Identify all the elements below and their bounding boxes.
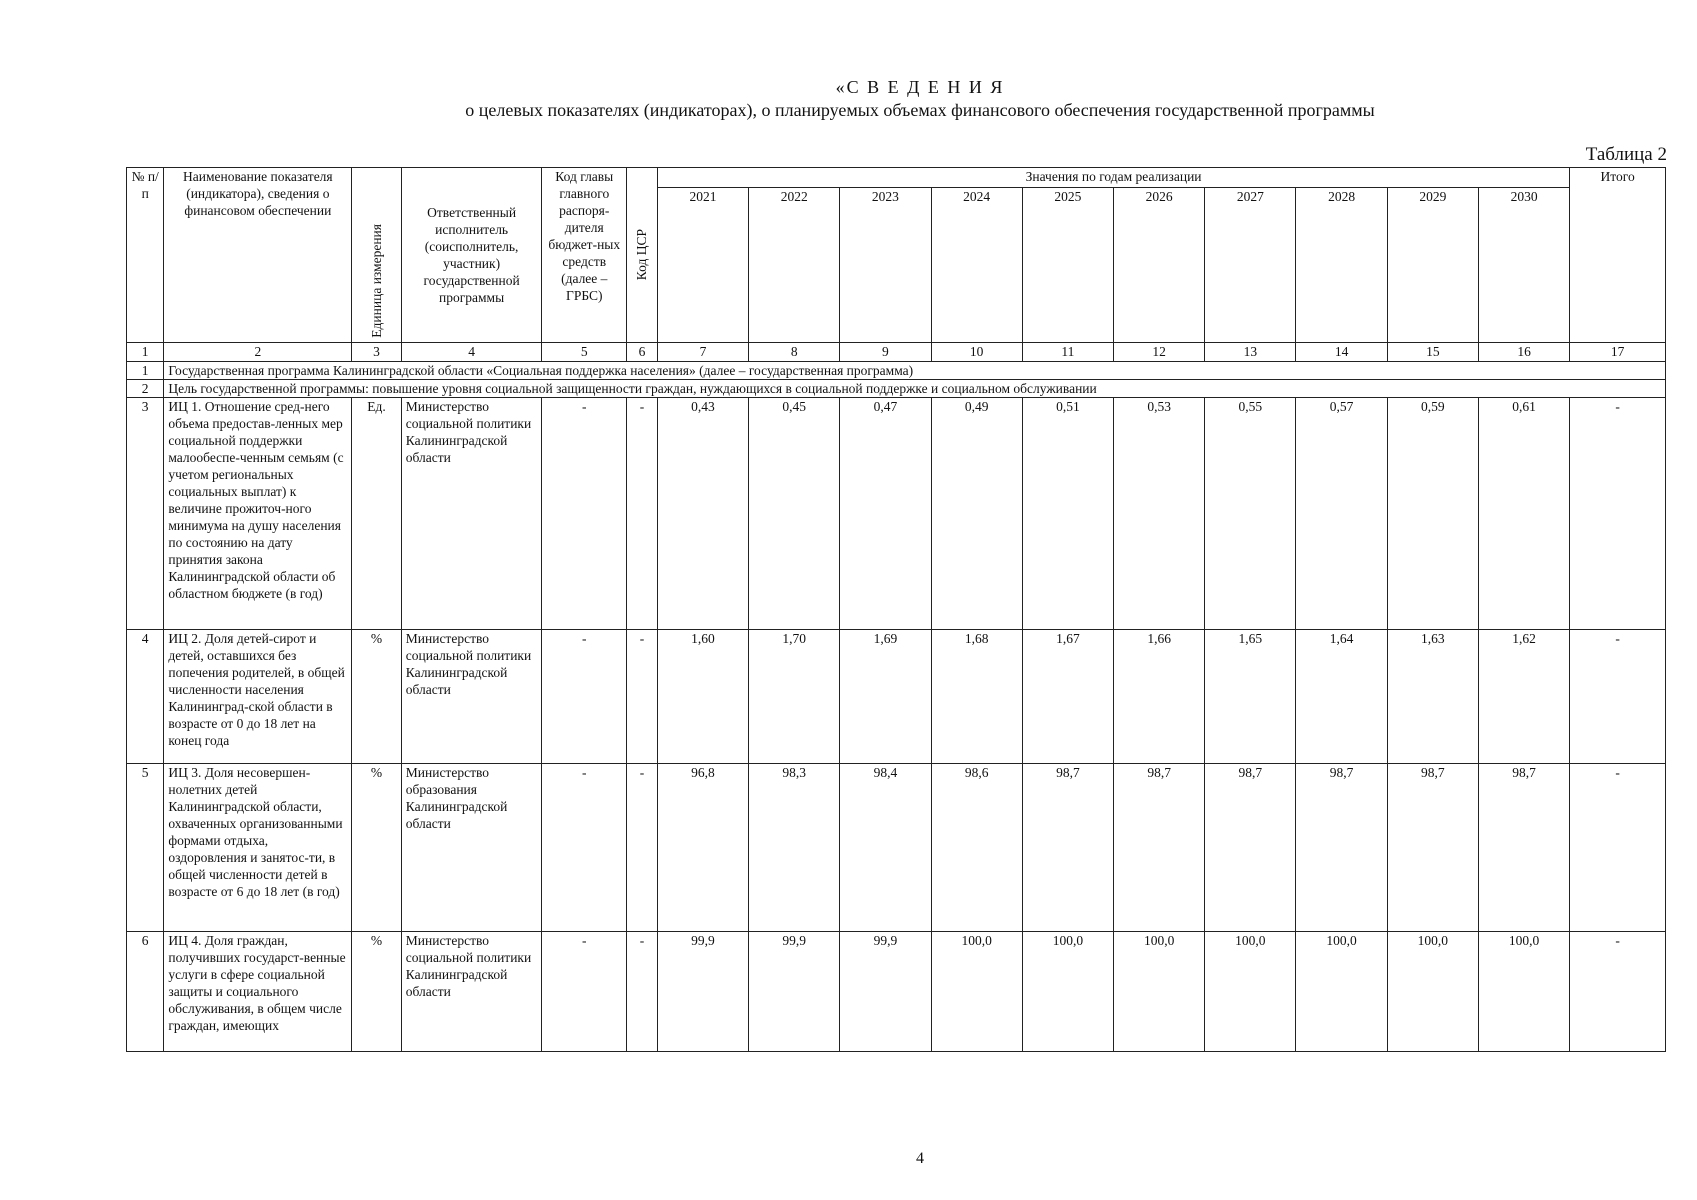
document-title: «С В Е Д Е Н И Я (835, 77, 1005, 97)
year-value: 100,0 (1387, 932, 1478, 1052)
goal-row-text: Цель государственной программы: повышение уровня социальной защищенности граждан, нуждающихся в социальной поддержке и социальном обслуживании (164, 380, 1666, 398)
year-value: 0,57 (1296, 398, 1387, 630)
years-group-header: Значения по годам реализации (657, 168, 1569, 188)
col-executor-header: Ответственный исполнитель (соисполнитель, участник) государственной программы (401, 168, 542, 343)
indicator-total: - (1570, 932, 1666, 1052)
column-number: 9 (840, 343, 931, 362)
year-value: 1,63 (1387, 630, 1478, 764)
document-subtitle: о целевых показателях (индикаторах), о планируемых объемах финансового обеспечения государственной программы (465, 100, 1375, 120)
indicator-grbs: - (542, 398, 627, 630)
year-value: 99,9 (840, 932, 931, 1052)
column-number: 13 (1205, 343, 1296, 362)
indicator-executor: Министерство социальной политики Калининградской области (401, 398, 542, 630)
year-value: 1,66 (1114, 630, 1205, 764)
row-num: 4 (127, 630, 164, 764)
row-num: 6 (127, 932, 164, 1052)
year-value: 0,53 (1114, 398, 1205, 630)
page-number: 4 (916, 1150, 924, 1167)
column-number: 16 (1478, 343, 1569, 362)
year-value: 96,8 (657, 764, 748, 932)
indicator-name: ИЦ 2. Доля детей-сирот и детей, оставшихся без попечения родителей, в общей численности населения Калининград-ской области в возрасте от 0 до 18 лет на конец года (164, 630, 352, 764)
year-value: 100,0 (1022, 932, 1113, 1052)
column-number: 2 (164, 343, 352, 362)
indicator-csr: - (627, 398, 658, 630)
year-value: 0,61 (1478, 398, 1569, 630)
column-number: 1 (127, 343, 164, 362)
indicator-name: ИЦ 1. Отношение сред-него объема предостав-ленных мер социальной поддержки малообеспе-ченным семьям (с учетом региональных социальных выплат) к величине прожиточ-ного минимума на душу населения по состоянию на дату принятия закона Калининградской области об областном бюджете (в год) (164, 398, 352, 630)
table-row (127, 398, 1666, 630)
indicator-total: - (1570, 630, 1666, 764)
indicator-csr: - (627, 764, 658, 932)
program-row-num: 1 (127, 362, 164, 380)
year-header-2027: 2027 (1205, 188, 1296, 343)
year-value: 100,0 (1296, 932, 1387, 1052)
table-label: Таблица 2 (1585, 144, 1667, 165)
year-value: 98,4 (840, 764, 931, 932)
column-number: 11 (1022, 343, 1113, 362)
year-value: 0,49 (931, 398, 1022, 630)
year-value: 0,59 (1387, 398, 1478, 630)
column-number: 8 (749, 343, 840, 362)
goal-row-num: 2 (127, 380, 164, 398)
year-value: 98,7 (1478, 764, 1569, 932)
row-num: 3 (127, 398, 164, 630)
indicator-grbs: - (542, 630, 627, 764)
indicator-csr: - (627, 932, 658, 1052)
year-value: 98,7 (1022, 764, 1113, 932)
year-header-2030: 2030 (1478, 188, 1569, 343)
year-value: 1,60 (657, 630, 748, 764)
year-header-2026: 2026 (1114, 188, 1205, 343)
year-value: 98,7 (1114, 764, 1205, 932)
column-number: 3 (352, 343, 401, 362)
col-csr-label: Код ЦСР (634, 229, 650, 281)
indicators-table (126, 167, 1666, 1052)
indicator-name: ИЦ 4. Доля граждан, получивших государст-венные услуги в сфере социальной защиты и социального обслуживания, в общем числе граждан, имеющих (164, 932, 352, 1052)
col-name-header: Наименование показателя (индикатора), сведения о финансовом обеспечении (164, 168, 352, 343)
indicator-total: - (1570, 398, 1666, 630)
column-number: 4 (401, 343, 542, 362)
column-number: 7 (657, 343, 748, 362)
year-value: 1,68 (931, 630, 1022, 764)
year-value: 98,6 (931, 764, 1022, 932)
column-number: 17 (1570, 343, 1666, 362)
table-row (127, 932, 1666, 1052)
table-row (127, 630, 1666, 764)
indicator-unit: Ед. (352, 398, 401, 630)
program-row-text: Государственная программа Калининградской области «Социальная поддержка населения» (далее – государственная программа) (164, 362, 1666, 380)
row-num: 5 (127, 764, 164, 932)
year-value: 99,9 (657, 932, 748, 1052)
col-unit-label: Единица измерения (369, 224, 385, 338)
indicator-executor: Министерство социальной политики Калининградской области (401, 932, 542, 1052)
column-number: 15 (1387, 343, 1478, 362)
year-value: 100,0 (1478, 932, 1569, 1052)
year-value: 1,70 (749, 630, 840, 764)
column-number: 10 (931, 343, 1022, 362)
year-value: 98,3 (749, 764, 840, 932)
col-grbs-header: Код главы главного распоря-дителя бюджет-ных средств (далее – ГРБС) (542, 168, 627, 343)
year-value: 1,65 (1205, 630, 1296, 764)
indicator-grbs: - (542, 932, 627, 1052)
indicator-unit: % (352, 630, 401, 764)
year-value: 1,69 (840, 630, 931, 764)
year-value: 0,51 (1022, 398, 1113, 630)
year-header-2021: 2021 (657, 188, 748, 343)
indicator-grbs: - (542, 764, 627, 932)
column-number: 14 (1296, 343, 1387, 362)
year-value: 98,7 (1296, 764, 1387, 932)
year-value: 0,55 (1205, 398, 1296, 630)
column-number: 12 (1114, 343, 1205, 362)
col-unit-header (352, 168, 401, 343)
table-row (127, 764, 1666, 932)
indicator-unit: % (352, 764, 401, 932)
year-header-2023: 2023 (840, 188, 931, 343)
indicator-total: - (1570, 764, 1666, 932)
column-number: 5 (542, 343, 627, 362)
year-value: 1,62 (1478, 630, 1569, 764)
year-value: 0,45 (749, 398, 840, 630)
year-header-2028: 2028 (1296, 188, 1387, 343)
indicator-csr: - (627, 630, 658, 764)
year-header-2029: 2029 (1387, 188, 1478, 343)
indicator-executor: Министерство образования Калининградской области (401, 764, 542, 932)
indicator-unit: % (352, 932, 401, 1052)
year-value: 99,9 (749, 932, 840, 1052)
year-header-2022: 2022 (749, 188, 840, 343)
indicator-executor: Министерство социальной политики Калининградской области (401, 630, 542, 764)
year-value: 0,47 (840, 398, 931, 630)
col-csr-header (627, 168, 658, 343)
col-num-header: № п/п (127, 168, 164, 343)
year-header-2024: 2024 (931, 188, 1022, 343)
year-value: 100,0 (931, 932, 1022, 1052)
year-value: 100,0 (1205, 932, 1296, 1052)
indicator-name: ИЦ 3. Доля несовершен-нолетних детей Калининградской области, охваченных организованными формами отдыха, оздоровления и занятос-ти, в общей численности детей в возрасте от 6 до 18 лет (в год) (164, 764, 352, 932)
year-header-2025: 2025 (1022, 188, 1113, 343)
year-value: 1,67 (1022, 630, 1113, 764)
year-value: 98,7 (1387, 764, 1478, 932)
year-value: 98,7 (1205, 764, 1296, 932)
year-value: 1,64 (1296, 630, 1387, 764)
year-value: 100,0 (1114, 932, 1205, 1052)
col-total-header: Итого (1570, 168, 1666, 343)
column-number: 6 (627, 343, 658, 362)
year-value: 0,43 (657, 398, 748, 630)
